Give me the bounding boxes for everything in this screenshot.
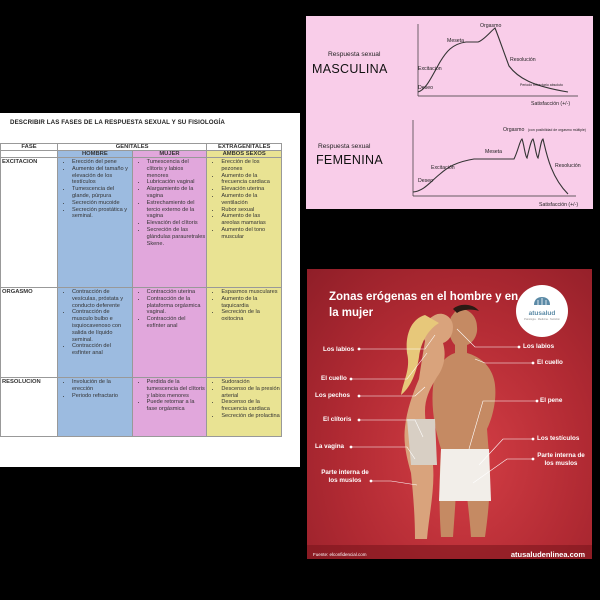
list-mujer bbox=[133, 378, 207, 413]
male-refractario: Periodo refractario absoluto bbox=[520, 83, 563, 87]
erogenous-zones-infographic bbox=[307, 269, 592, 559]
list-item: • Erección del pene bbox=[72, 159, 131, 166]
table-header-row-1 bbox=[1, 144, 282, 151]
list-item: • Sudoración bbox=[221, 379, 280, 386]
list-hombre bbox=[58, 378, 132, 399]
list-item: • Erección de los pezones bbox=[221, 159, 280, 173]
header-extragenitales: EXTRAGENITALES bbox=[207, 144, 282, 151]
label-los-testiculos: Los testículos bbox=[537, 435, 580, 442]
list-item: • Lubricación vaginal bbox=[147, 179, 206, 186]
source-credit: Fuente: elconfidencial.com bbox=[313, 552, 367, 557]
female-heading: Respuesta sexual bbox=[318, 143, 371, 150]
table-row-orgasmo bbox=[1, 288, 282, 378]
list-hombre bbox=[58, 158, 132, 220]
list-item: • Rubor sexual bbox=[221, 207, 280, 214]
table-header-row-2 bbox=[1, 151, 282, 158]
list-item: • Periodo refractario bbox=[72, 393, 131, 400]
list-item: • Descenso de la frecuencia cardiaca bbox=[221, 399, 280, 413]
response-curves-svg bbox=[306, 16, 593, 209]
male-x-label: Satisfacción (+/-) bbox=[531, 101, 571, 107]
list-item: • Estrechamiento del tercio externo de la vagina bbox=[147, 200, 206, 220]
list-item: • Aumento de la frecuencia cardiaca bbox=[221, 173, 280, 187]
list-item: • Contracción del esfínter anal bbox=[72, 343, 131, 357]
list-item: • Espasmos musculares bbox=[221, 289, 280, 296]
phases-table bbox=[0, 143, 282, 437]
list-item: • Alargamiento de la vagina bbox=[147, 186, 206, 200]
list-item: • Elevación del clítoris bbox=[147, 220, 206, 227]
header-mujer: MUJER bbox=[132, 151, 207, 158]
list-item: • Contracción de vesículas, próstata y conducto deferente bbox=[72, 289, 131, 309]
label-el-clitoris: El clítoris bbox=[323, 416, 352, 423]
header-genitales: GENITALES bbox=[58, 144, 207, 151]
table-row-excitacion bbox=[1, 158, 282, 288]
infographic-title: Zonas erógenas en el hombre y en la mujer bbox=[329, 291, 519, 319]
site-url: atusaludenlinea.com bbox=[510, 550, 585, 559]
fase-label: EXCITACION bbox=[1, 158, 58, 288]
male-excitacion: Excitación bbox=[418, 66, 442, 72]
female-title: FEMENINA bbox=[316, 153, 383, 167]
label-muslos-mujer: Parte interna de los muslos bbox=[321, 469, 369, 484]
header-hombre: HOMBRE bbox=[58, 151, 133, 158]
list-item: • Aumento de la taquicardia bbox=[221, 296, 280, 310]
list-mujer bbox=[133, 158, 207, 247]
label-el-pene: El pene bbox=[540, 397, 563, 404]
list-item: • Secreción de prolactina bbox=[221, 413, 280, 420]
logo-tagline: Psicología · Medicina · Nutrición bbox=[524, 318, 560, 321]
female-orgasmo-note: (con posibilidad de orgasmo múltiple) bbox=[528, 128, 586, 132]
list-item: • Contracción de musculo bulbo e isquiocavenoso con salida de líquido seminal. bbox=[72, 309, 131, 343]
header-ambos: AMBOS SEXOS bbox=[207, 151, 282, 158]
list-item: • Contracción de la plataforma orgásmica vaginal. bbox=[147, 296, 206, 316]
female-x-label: Satisfacción (+/-) bbox=[539, 202, 579, 208]
man-shorts bbox=[439, 449, 491, 501]
table-row-resolucion bbox=[1, 378, 282, 437]
label-el-cuello-hombre: El cuello bbox=[537, 359, 563, 366]
label-los-labios-hombre: Los labios bbox=[523, 343, 555, 350]
list-item: • Aumento de la ventilación bbox=[221, 193, 280, 207]
list-item: • Secreción de las glándulas parauretrales Skene. bbox=[147, 227, 206, 247]
female-excitacion: Excitación bbox=[431, 165, 455, 171]
list-item: • Aumento de las areolas mamarias bbox=[221, 213, 280, 227]
list-item: • Puede retornar a la fase orgásmica bbox=[147, 399, 206, 413]
header-blank bbox=[1, 151, 58, 158]
label-los-labios-mujer: Los labios bbox=[323, 346, 355, 353]
list-item: • Secreción mucoide bbox=[72, 200, 131, 207]
label-la-vagina: La vagina bbox=[315, 443, 345, 450]
list-item: • Secreción prostática y seminal. bbox=[72, 207, 131, 221]
header-fase: FASE bbox=[1, 144, 58, 151]
woman-underwear bbox=[407, 419, 437, 465]
response-curves-panel bbox=[306, 16, 593, 209]
list-item: • Aumento del tono muscular bbox=[221, 227, 280, 241]
male-meseta: Meseta bbox=[447, 38, 465, 44]
female-deseo: Deseo bbox=[418, 178, 433, 184]
female-meseta: Meseta bbox=[485, 149, 503, 155]
list-item: • Involución de la erección bbox=[72, 379, 131, 393]
label-muslos-hombre: Parte interna de los muslos bbox=[537, 452, 585, 467]
list-hombre bbox=[58, 288, 132, 357]
female-resolucion: Resolución bbox=[555, 163, 581, 169]
male-deseo: Deseo bbox=[418, 85, 433, 91]
fase-label: ORGASMO bbox=[1, 288, 58, 378]
fase-label: RESOLUCION bbox=[1, 378, 58, 437]
list-item: • Contracción uterina bbox=[147, 289, 206, 296]
male-heading: Respuesta sexual bbox=[328, 51, 381, 58]
list-item: • Perdida de la tumescencia del clítoris y labios menores bbox=[147, 379, 206, 399]
list-item: • Elevación uterina bbox=[221, 186, 280, 193]
male-orgasmo: Orgasmo bbox=[480, 23, 502, 29]
list-mujer bbox=[133, 288, 207, 330]
list-item: • Contracción del esfínter anal bbox=[147, 316, 206, 330]
list-ambos bbox=[207, 378, 281, 420]
list-item: • Tumescencia del glande, púrpura bbox=[72, 186, 131, 200]
logo-name: atusalud bbox=[528, 310, 556, 317]
male-title: MASCULINA bbox=[312, 62, 388, 76]
sexual-response-table-panel bbox=[0, 113, 300, 467]
male-resolucion: Resolución bbox=[510, 57, 536, 63]
label-los-pechos: Los pechos bbox=[315, 392, 350, 399]
brain-logo-icon bbox=[532, 296, 552, 306]
label-el-cuello-mujer: El cuello bbox=[321, 375, 347, 382]
female-orgasmo: Orgasmo bbox=[503, 127, 525, 133]
list-item: • Descenso de la presión arterial bbox=[221, 386, 280, 400]
list-ambos bbox=[207, 158, 281, 241]
list-item: • Secreción de la oxitocina bbox=[221, 309, 280, 323]
list-item: • Aumento del tamaño y elevación de los testículos bbox=[72, 166, 131, 186]
list-ambos bbox=[207, 288, 281, 323]
table-title: DESCRIBIR LAS FASES DE LA RESPUESTA SEXUAL Y SU FISIOLOGÍA bbox=[10, 119, 225, 126]
list-item: • Tumescencia del clítoris y labios menores bbox=[147, 159, 206, 179]
